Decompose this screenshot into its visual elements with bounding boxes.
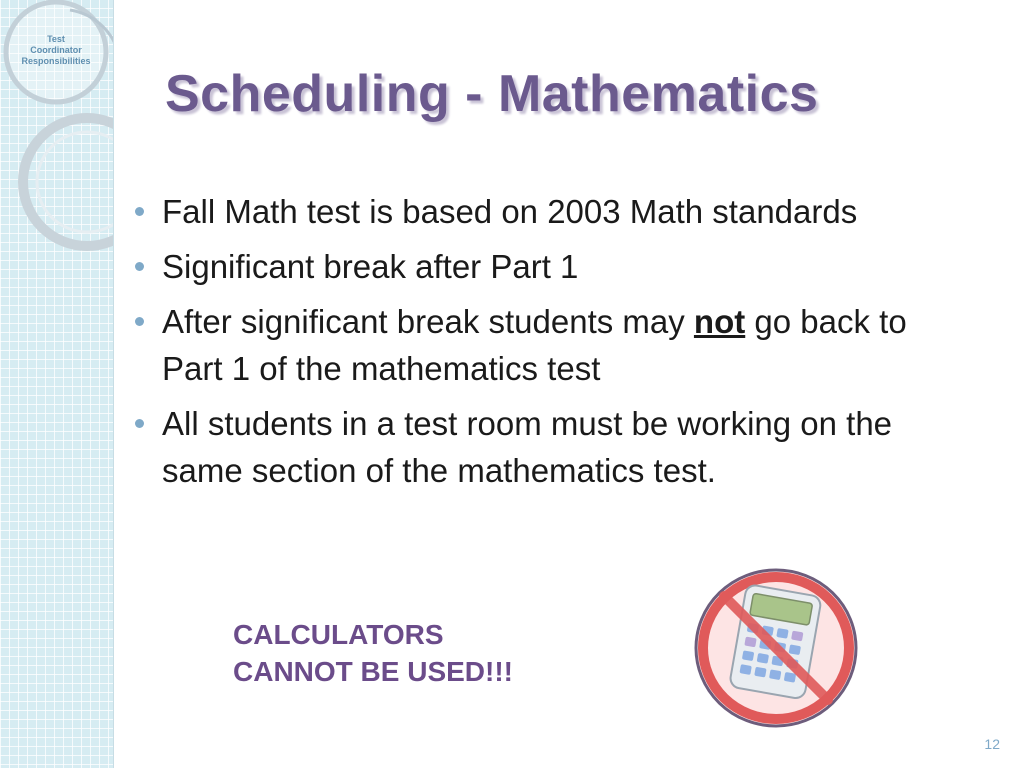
- slide-title: Scheduling - Mathematics: [165, 65, 819, 123]
- bullet-item: [162, 243, 942, 290]
- bullet-text: All students in a test room must be working on the same section of the mathematics test.: [162, 405, 893, 489]
- bullet-dot: [135, 262, 144, 271]
- bullet-emphasis-not: not: [693, 303, 746, 340]
- sidebar-decoration: [0, 0, 114, 768]
- bullet-dot: [135, 317, 144, 326]
- section-label: Test Coordinator Responsibilities: [21, 34, 91, 66]
- calculator-warning: [233, 616, 513, 690]
- bullet-text: Fall Math test is based on 2003 Math standards: [162, 193, 858, 230]
- bullet-dot: [135, 419, 144, 428]
- bullet-item: [162, 298, 942, 392]
- calculator-warning-line1: CALCULATORS: [233, 619, 444, 650]
- page-number: 12: [984, 736, 1000, 752]
- bullet-dot: [135, 207, 144, 216]
- no-calculator-icon: [688, 562, 864, 734]
- bullet-item: [162, 400, 942, 494]
- bullet-text-before: After significant break students may: [162, 303, 694, 340]
- bullet-text: Significant break after Part 1: [162, 248, 579, 285]
- bullet-text-after: go back to Part 1 of the mathematics test: [162, 303, 907, 387]
- bullet-item: [162, 188, 942, 235]
- calculator-warning-line2: CANNOT BE USED!!!: [233, 656, 513, 687]
- bullet-list: [162, 188, 942, 502]
